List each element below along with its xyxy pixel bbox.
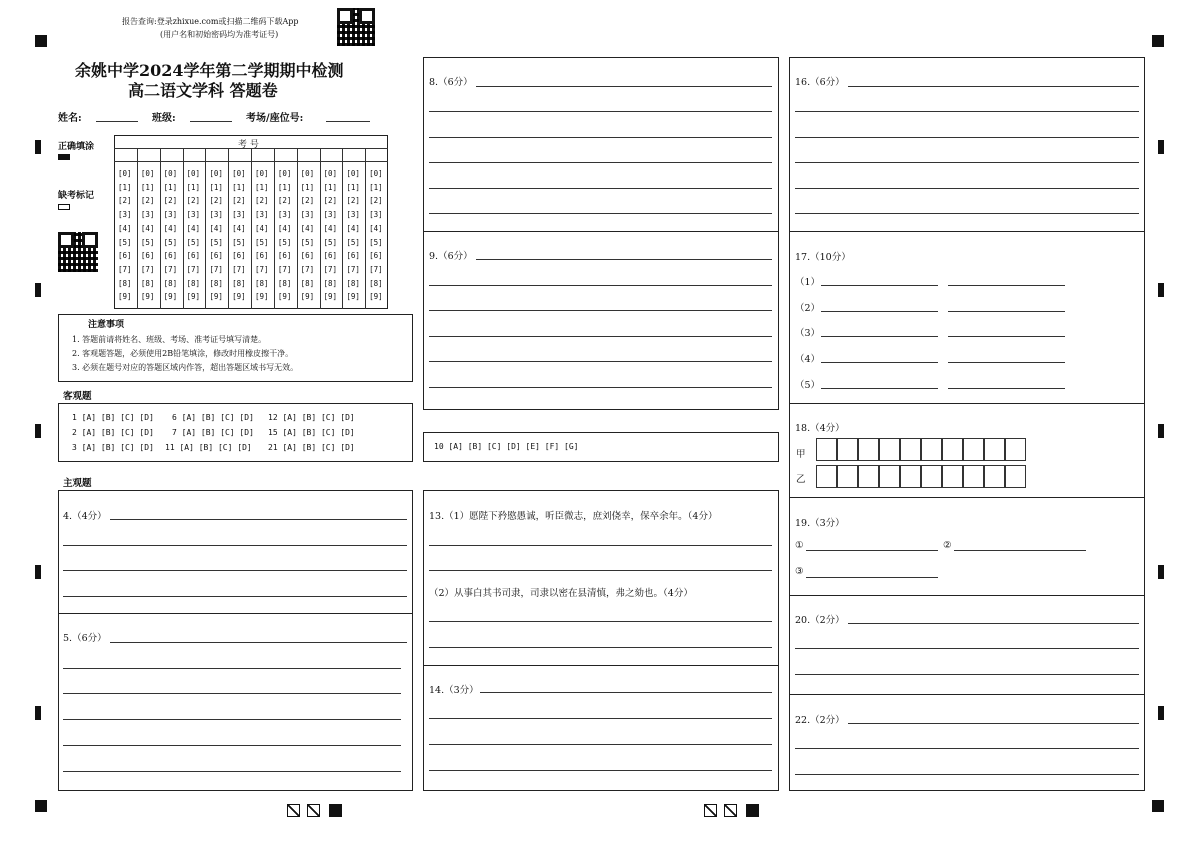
grid-column-divider <box>160 148 161 309</box>
digit-bubble[interactable]: [6] <box>346 251 360 261</box>
side-tick <box>35 565 41 579</box>
question-label-q22: 22.（2分） <box>795 715 845 726</box>
digit-bubble[interactable]: [2] <box>232 196 246 206</box>
side-tick <box>1158 424 1164 438</box>
digit-bubble[interactable]: [1] <box>369 182 383 192</box>
character-cell[interactable] <box>963 438 984 461</box>
digit-bubble[interactable]: [0] <box>255 169 269 178</box>
digit-bubble[interactable]: [7] <box>140 264 155 274</box>
page-marker-solid <box>746 804 759 817</box>
character-cell[interactable] <box>858 438 879 461</box>
answer-line[interactable] <box>795 648 1139 649</box>
digit-bubble[interactable]: [1] <box>277 182 292 192</box>
side-tick <box>1158 140 1164 154</box>
side-tick <box>1158 706 1164 720</box>
answer-line[interactable] <box>429 647 772 648</box>
digit-bubble[interactable]: [3] <box>255 210 269 220</box>
notice-title: 注意事项 <box>88 320 125 330</box>
digit-bubble[interactable]: [6] <box>209 251 223 261</box>
digit-bubble[interactable]: [8] <box>300 278 315 288</box>
digit-bubble[interactable]: [4] <box>186 223 201 233</box>
answer-line[interactable] <box>110 519 407 520</box>
digit-bubble[interactable]: [5] <box>118 237 132 247</box>
digit-bubble[interactable]: [5] <box>300 237 315 247</box>
answer-line[interactable] <box>63 545 407 546</box>
question-label-q19: 19.（3分） <box>795 518 845 529</box>
report-line-2: (用户名和初始密码均为准考证号) <box>160 30 279 39</box>
answer-line[interactable] <box>63 668 401 669</box>
q17-part-label: （3） <box>795 328 821 340</box>
choice-row[interactable]: 15 [A] [B] [C] [D] <box>268 428 355 437</box>
digit-bubble[interactable]: [6] <box>369 251 383 261</box>
answer-line[interactable] <box>795 774 1139 775</box>
digit-bubble[interactable]: [6] <box>277 251 292 261</box>
notice-item: 3. 必须在题号对应的答题区域内作答，超出答题区域书写无效。 <box>72 363 299 372</box>
notice-item: 2. 客观题答题，必须使用2B铅笔填涂，修改时用橡皮擦干净。 <box>72 349 294 358</box>
digit-bubble[interactable]: [9] <box>277 292 292 302</box>
side-tick <box>35 283 41 297</box>
q17-part-label: （1） <box>795 277 821 288</box>
digit-bubble[interactable]: [9] <box>300 292 315 302</box>
side-tick <box>1158 283 1164 297</box>
page-marker-hatched <box>724 804 737 817</box>
digit-bubble[interactable]: [7] <box>209 264 223 274</box>
digit-bubble[interactable]: [4] <box>232 223 246 233</box>
grid-column-divider <box>183 148 184 309</box>
digit-bubble[interactable]: [5] <box>277 237 292 247</box>
question-label-q5: 5.（6分） <box>63 633 107 644</box>
answer-line[interactable] <box>948 336 1065 337</box>
character-cell[interactable] <box>879 465 900 488</box>
answer-line[interactable] <box>429 718 772 719</box>
absent-mark-checkbox[interactable] <box>58 204 70 210</box>
answer-line[interactable] <box>63 719 401 720</box>
character-cell[interactable] <box>1005 438 1026 461</box>
choice-row[interactable]: 6 [A] [B] [C] [D] <box>172 413 254 422</box>
digit-bubble[interactable]: [6] <box>255 251 269 261</box>
digit-bubble[interactable]: [8] <box>232 278 246 288</box>
answer-line[interactable] <box>429 387 772 388</box>
character-cell[interactable] <box>837 438 858 461</box>
digit-bubble[interactable]: [8] <box>369 278 383 288</box>
digit-bubble[interactable]: [3] <box>186 210 201 220</box>
grid-column-divider <box>205 148 206 309</box>
digit-bubble[interactable]: [1] <box>232 182 246 192</box>
notice-item: 1. 答题前请将姓名、班级、考场、准考证号填写清楚。 <box>72 335 267 344</box>
answer-line[interactable] <box>954 550 1086 551</box>
digit-bubble[interactable]: [5] <box>232 237 246 247</box>
digit-bubble[interactable]: [1] <box>140 182 155 192</box>
digit-bubble[interactable]: [7] <box>255 264 269 274</box>
digit-bubble[interactable]: [5] <box>186 237 201 247</box>
answer-box-q5 <box>58 613 413 791</box>
answer-line[interactable] <box>476 259 772 260</box>
answer-line[interactable] <box>63 745 401 746</box>
choice-row[interactable]: 21 [A] [B] [C] [D] <box>268 443 355 452</box>
digit-bubble[interactable]: [7] <box>369 264 383 274</box>
digit-bubble[interactable]: [4] <box>140 223 155 233</box>
digit-bubble[interactable]: [8] <box>209 278 223 288</box>
answer-line[interactable] <box>821 285 938 286</box>
answer-box-q22 <box>789 694 1145 791</box>
seat-field[interactable] <box>326 121 370 122</box>
class-field[interactable] <box>190 121 232 122</box>
answer-line[interactable] <box>429 361 772 362</box>
exam-number-title: 考 号 <box>238 140 259 150</box>
digit-bubble[interactable]: [6] <box>118 251 132 261</box>
character-cell[interactable] <box>942 465 963 488</box>
grid-column-divider <box>228 148 229 309</box>
character-cell[interactable] <box>984 438 1005 461</box>
digit-bubble[interactable]: [0] <box>140 169 155 178</box>
character-cell[interactable] <box>816 438 837 461</box>
answer-line[interactable] <box>480 692 772 693</box>
answer-box-q19 <box>789 497 1145 596</box>
answer-line[interactable] <box>795 111 1139 112</box>
digit-bubble[interactable]: [3] <box>163 210 178 220</box>
answer-line[interactable] <box>806 577 938 578</box>
grid-column-divider <box>365 148 366 309</box>
name-label: 姓名: <box>58 113 82 124</box>
answer-line[interactable] <box>948 311 1065 312</box>
qr-code-icon <box>58 232 98 272</box>
answer-line[interactable] <box>429 111 772 112</box>
q18-row-label: 乙 <box>796 474 806 485</box>
answer-line[interactable] <box>821 362 938 363</box>
answer-line[interactable] <box>63 596 407 597</box>
answer-line[interactable] <box>795 137 1139 138</box>
digit-bubble[interactable]: [3] <box>277 210 292 220</box>
digit-bubble[interactable]: [5] <box>163 237 178 247</box>
registration-mark <box>1152 35 1164 47</box>
answer-line[interactable] <box>948 388 1065 389</box>
question-label-q4: 4.（4分） <box>63 511 107 522</box>
digit-bubble[interactable]: [5] <box>369 237 383 247</box>
digit-bubble[interactable]: [9] <box>232 292 246 302</box>
character-cell[interactable] <box>963 465 984 488</box>
digit-bubble[interactable]: [6] <box>300 251 315 261</box>
question-label-q8: 8.（6分） <box>429 77 473 88</box>
answer-line[interactable] <box>429 188 772 189</box>
choice-row[interactable]: 11 [A] [B] [C] [D] <box>165 443 252 452</box>
digit-bubble[interactable]: [0] <box>232 169 246 178</box>
qr-code-icon <box>337 8 375 46</box>
digit-bubble[interactable]: [9] <box>255 292 269 302</box>
answer-line[interactable] <box>429 162 772 163</box>
character-cell[interactable] <box>858 465 879 488</box>
choice-row[interactable]: 12 [A] [B] [C] [D] <box>268 413 355 422</box>
digit-bubble[interactable]: [4] <box>369 223 383 233</box>
registration-mark <box>35 800 47 812</box>
digit-bubble[interactable]: [0] <box>186 169 201 178</box>
side-tick <box>35 140 41 154</box>
digit-bubble[interactable]: [5] <box>323 237 338 247</box>
answer-line[interactable] <box>821 336 938 337</box>
digit-bubble[interactable]: [2] <box>140 196 155 206</box>
digit-bubble[interactable]: [7] <box>186 264 201 274</box>
digit-bubble[interactable]: [7] <box>323 264 338 274</box>
answer-line[interactable] <box>821 388 938 389</box>
digit-bubble[interactable]: [4] <box>209 223 223 233</box>
digit-bubble[interactable]: [2] <box>255 196 269 206</box>
side-tick <box>1158 565 1164 579</box>
digit-bubble[interactable]: [7] <box>277 264 292 274</box>
answer-line[interactable] <box>795 674 1139 675</box>
digit-bubble[interactable]: [0] <box>323 169 338 178</box>
digit-bubble[interactable]: [1] <box>186 182 201 192</box>
digit-bubble[interactable]: [1] <box>118 182 132 192</box>
registration-mark <box>1152 800 1164 812</box>
digit-bubble[interactable]: [0] <box>346 169 360 178</box>
grid-column-divider <box>342 148 343 309</box>
digit-bubble[interactable]: [8] <box>118 278 132 288</box>
digit-bubble[interactable]: [6] <box>232 251 246 261</box>
grid-column-divider <box>274 148 275 309</box>
digit-bubble[interactable]: [4] <box>118 223 132 233</box>
character-cell[interactable] <box>942 438 963 461</box>
digit-bubble[interactable]: [2] <box>163 196 178 206</box>
digit-bubble[interactable]: [3] <box>140 210 155 220</box>
answer-box-q8 <box>423 57 779 232</box>
answer-line[interactable] <box>429 310 772 311</box>
page-title: 余姚中学2024学年第二学期期中检测 <box>75 61 344 80</box>
page-marker-hatched <box>704 804 717 817</box>
digit-bubble[interactable]: [5] <box>209 237 223 247</box>
digit-bubble[interactable]: [1] <box>209 182 223 192</box>
subjective-title: 主观题 <box>63 478 92 489</box>
question-label-q18: 18.（4分） <box>795 423 845 434</box>
report-line-1: 报告查询:登录zhixue.com或扫描二维码下载App <box>122 17 299 26</box>
digit-bubble[interactable]: [3] <box>209 210 223 220</box>
answer-line[interactable] <box>429 137 772 138</box>
digit-bubble[interactable]: [8] <box>323 278 338 288</box>
digit-bubble[interactable]: [0] <box>300 169 315 178</box>
page-marker-hatched <box>287 804 300 817</box>
digit-bubble[interactable]: [1] <box>300 182 315 192</box>
digit-bubble[interactable]: [5] <box>346 237 360 247</box>
q18-row-label: 甲 <box>796 449 806 460</box>
digit-bubble[interactable]: [3] <box>323 210 338 220</box>
class-label: 班级: <box>152 113 176 124</box>
choice-row[interactable]: 1 [A] [B] [C] [D] <box>72 413 154 422</box>
digit-bubble[interactable]: [7] <box>346 264 360 274</box>
digit-bubble[interactable]: [8] <box>140 278 155 288</box>
q17-part-label: （4） <box>795 354 821 366</box>
answer-line[interactable] <box>948 285 1065 286</box>
digit-bubble[interactable]: [0] <box>209 169 223 178</box>
grid-column-divider <box>251 148 252 309</box>
answer-line[interactable] <box>63 693 401 694</box>
digit-bubble[interactable]: [2] <box>209 196 223 206</box>
page-subtitle: 高二语文学科 答题卷 <box>128 81 278 100</box>
digit-bubble[interactable]: [0] <box>118 169 132 178</box>
digit-bubble[interactable]: [8] <box>255 278 269 288</box>
choice-row-q10[interactable]: 10 [A] [B] [C] [D] [E] [F] [G] <box>434 442 579 451</box>
answer-line[interactable] <box>848 623 1139 624</box>
digit-bubble[interactable]: [6] <box>186 251 201 261</box>
q17-part-label: （5） <box>795 379 821 391</box>
digit-bubble[interactable]: [4] <box>300 223 315 233</box>
choice-row[interactable]: 2 [A] [B] [C] [D] <box>72 428 154 437</box>
correct-fill-sample <box>58 154 70 160</box>
name-field[interactable] <box>96 121 138 122</box>
digit-bubble[interactable]: [5] <box>255 237 269 247</box>
character-cell[interactable] <box>900 465 921 488</box>
answer-line[interactable] <box>795 162 1139 163</box>
q19-mark: ③ <box>795 566 804 577</box>
q19-mark: ② <box>943 540 952 551</box>
answer-line[interactable] <box>429 570 772 571</box>
digit-bubble[interactable]: [3] <box>300 210 315 220</box>
objective-title: 客观题 <box>63 391 92 402</box>
digit-bubble[interactable]: [9] <box>163 292 178 302</box>
digit-bubble[interactable]: [8] <box>277 278 292 288</box>
answer-line[interactable] <box>429 213 772 214</box>
digit-bubble[interactable]: [7] <box>163 264 178 274</box>
question-label-q16: 16.（6分） <box>795 77 845 88</box>
digit-bubble[interactable]: [5] <box>140 237 155 247</box>
q19-mark: ① <box>795 540 804 551</box>
answer-box-q9 <box>423 231 779 410</box>
digit-bubble[interactable]: [3] <box>346 210 360 220</box>
q17-part-label: （2） <box>795 302 821 314</box>
digit-bubble[interactable]: [2] <box>277 196 292 206</box>
answer-line[interactable] <box>795 748 1139 749</box>
answer-line[interactable] <box>429 285 772 286</box>
side-tick <box>35 706 41 720</box>
digit-bubble[interactable]: [9] <box>323 292 338 302</box>
answer-line[interactable] <box>429 621 772 622</box>
answer-line[interactable] <box>795 188 1139 189</box>
character-cell[interactable] <box>1005 465 1026 488</box>
digit-bubble[interactable]: [8] <box>163 278 178 288</box>
answer-line[interactable] <box>110 642 407 643</box>
page-marker-hatched <box>307 804 320 817</box>
character-cell[interactable] <box>921 465 942 488</box>
character-cell[interactable] <box>879 438 900 461</box>
answer-line[interactable] <box>948 362 1065 363</box>
digit-bubble[interactable]: [9] <box>140 292 155 302</box>
answer-line[interactable] <box>848 86 1139 87</box>
question-label-q20: 20.（2分） <box>795 615 845 626</box>
absent-mark-label: 缺考标记 <box>58 191 95 201</box>
answer-line[interactable] <box>429 545 772 546</box>
digit-bubble[interactable]: [4] <box>255 223 269 233</box>
digit-bubble[interactable]: [2] <box>369 196 383 206</box>
answer-line[interactable] <box>63 771 401 772</box>
answer-line[interactable] <box>429 770 772 771</box>
digit-bubble[interactable]: [9] <box>346 292 360 302</box>
answer-line[interactable] <box>821 311 938 312</box>
digit-bubble[interactable]: [1] <box>346 182 360 192</box>
answer-line[interactable] <box>429 744 772 745</box>
answer-line[interactable] <box>806 550 938 551</box>
answer-line[interactable] <box>63 570 407 571</box>
digit-bubble[interactable]: [6] <box>323 251 338 261</box>
grid-column-divider <box>137 148 138 309</box>
digit-bubble[interactable]: [7] <box>300 264 315 274</box>
grid-column-divider <box>320 148 321 309</box>
digit-bubble[interactable]: [7] <box>232 264 246 274</box>
answer-line[interactable] <box>795 213 1139 214</box>
character-cell[interactable] <box>900 438 921 461</box>
question-label-q14: 14.（3分） <box>429 685 479 696</box>
digit-bubble[interactable]: [0] <box>163 169 178 178</box>
question-label-q9: 9.（6分） <box>429 251 473 262</box>
registration-mark <box>35 35 47 47</box>
digit-bubble[interactable]: [3] <box>232 210 246 220</box>
digit-bubble[interactable]: [9] <box>369 292 383 302</box>
answer-line[interactable] <box>476 86 772 87</box>
digit-bubble[interactable]: [8] <box>186 278 201 288</box>
question-label-q13-1: 13.（1）愿陛下矜愍愚诚，听臣微志，庶刘侥幸，保卒余年。（4分） <box>429 511 718 522</box>
choice-row[interactable]: 3 [A] [B] [C] [D] <box>72 443 154 452</box>
digit-bubble[interactable]: [6] <box>163 251 178 261</box>
question-label-q13-2: （2）从事白其书司隶，司隶以密在县清慎，弗之劾也。（4分） <box>429 588 693 599</box>
choice-row[interactable]: 7 [A] [B] [C] [D] <box>172 428 254 437</box>
grid-column-divider <box>297 148 298 309</box>
answer-box-q20 <box>789 595 1145 695</box>
character-cell[interactable] <box>984 465 1005 488</box>
digit-bubble[interactable]: [1] <box>163 182 178 192</box>
seat-label: 考场/座位号: <box>246 113 304 124</box>
digit-bubble[interactable]: [9] <box>186 292 201 302</box>
digit-bubble[interactable]: [9] <box>118 292 132 302</box>
character-cell[interactable] <box>921 438 942 461</box>
answer-line[interactable] <box>848 723 1139 724</box>
question-label-q17: 17.（10分） <box>795 252 851 263</box>
digit-bubble[interactable]: [6] <box>140 251 155 261</box>
digit-bubble[interactable]: [9] <box>209 292 223 302</box>
answer-line[interactable] <box>429 336 772 337</box>
digit-bubble[interactable]: [0] <box>369 169 383 178</box>
digit-bubble[interactable]: [2] <box>186 196 201 206</box>
digit-bubble[interactable]: [0] <box>277 169 292 178</box>
digit-bubble[interactable]: [2] <box>346 196 360 206</box>
digit-bubble[interactable]: [4] <box>323 223 338 233</box>
digit-bubble[interactable]: [2] <box>323 196 338 206</box>
correct-fill-label: 正确填涂 <box>58 142 95 152</box>
digit-bubble[interactable]: [2] <box>118 196 132 206</box>
digit-bubble[interactable]: [1] <box>323 182 338 192</box>
digit-bubble[interactable]: [4] <box>277 223 292 233</box>
side-tick <box>35 424 41 438</box>
character-cell[interactable] <box>837 465 858 488</box>
digit-bubble[interactable]: [3] <box>369 210 383 220</box>
digit-bubble[interactable]: [3] <box>118 210 132 220</box>
page-marker-solid <box>329 804 342 817</box>
digit-bubble[interactable]: [8] <box>346 278 360 288</box>
digit-bubble[interactable]: [1] <box>255 182 269 192</box>
digit-bubble[interactable]: [4] <box>346 223 360 233</box>
digit-bubble[interactable]: [7] <box>118 264 132 274</box>
digit-bubble[interactable]: [2] <box>300 196 315 206</box>
digit-bubble[interactable]: [4] <box>163 223 178 233</box>
character-cell[interactable] <box>816 465 837 488</box>
